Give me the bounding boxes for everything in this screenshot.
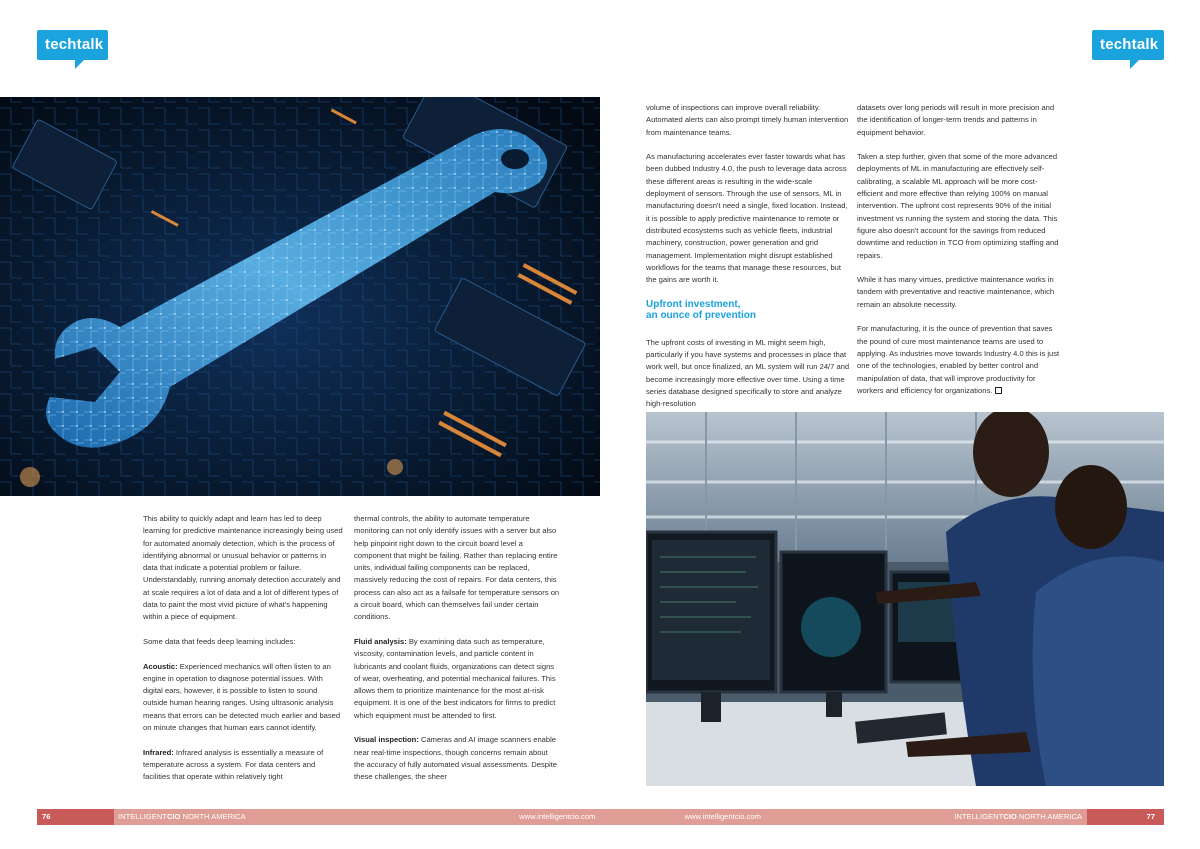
publication-name-left: INTELLIGENTCIO NORTH AMERICA [118,812,246,821]
paragraph-text: For manufacturing, it is the ounce of prevention that saves the pound of cure most maintenance teams are used to applying. As industries move towards Industry 4.0 this is just one of the technologies, enabled by better control and manipulation of data, that will improve productivity for workers and efficiency for organizations. [857,324,1060,395]
footer-band-right [600,809,1088,825]
article-column-3 [646,102,850,423]
paragraph: volume of inspections can improve overall reliability. Automated alerts can also prompt timely human intervention from maintenance teams. [646,103,849,137]
footer-band-left [114,809,600,825]
paragraph: thermal controls, the ability to automate temperature monitoring can not only identify issues with a server but also help pinpoint right down to the circuit board level a component that might be failing. Rather than replacing entire units, individual failing components can be replaced, massively reducing the cost of repairs. For data centers, this process can also act as a failsafe for temperature sensors on a circuit board, which can themselves fail under certain conditions. [354,514,560,622]
page-number-left: 76 [37,809,114,825]
techtalk-logo-right: techtalk [1092,30,1164,60]
paragraph-infrared [143,747,343,784]
publication-name-right: INTELLIGENTCIO NORTH AMERICA [954,812,1082,821]
page-footer [37,809,1164,825]
section-heading [646,299,850,321]
paragraph-label: Acoustic: [143,661,178,671]
engineers-at-monitors-image [646,412,1164,786]
paragraph: Taken a step further, given that some of the more advanced deployments of ML in manufacturing are effectively self-calibrating, a scalable ML approach will be more cost-efficient and more effective than relying 100% on manual intervention. The upfront cost represents 90% of the initial investment vs running the system and storing the data. This figure also doesn't account for the savings from reduced downtime and reduction in TCO from optimizing staffing and repairs. [857,152,1059,260]
paragraph-fluid-analysis [354,636,560,722]
paragraph-label: Infrared: [143,747,174,757]
paragraph: datasets over long periods will result in more precision and the identification of longer-term trends and patterns in equipment behavior. [857,103,1055,137]
paragraph-text: Cameras and AI image scanners enable near real-time inspections, though concerns remain about the accuracy of fully automated visual assessments. Despite these challenges, the sheer [354,735,558,782]
website-url-right[interactable]: www.intelligentcio.com [684,812,761,821]
article-column-4 [857,102,1061,409]
paragraph-text: Infrared analysis is essentially a measure of temperature across a system. For data centers and facilities that operate within relatively tight [143,747,324,782]
paragraph: As manufacturing accelerates ever faster towards what has been dubbed Industry 4.0, the push to leverage data across these different areas is resulting in the wide-scale deployment of sensors. Through the use of sensors, ML in manufacturing doesn't need a single, fixed location. Instead, it is possible to apply predictive maintenance to remote or distributed ecosystems such as vehicle fleets, industrial machinery, construction, power generation and grid management. Implementation might disrupt established workflows for the teams that manage these resources, but the gains are worth it. [646,152,848,285]
paragraph-label: Visual inspection: [354,735,419,745]
circuit-board-wrench-image [0,97,600,496]
article-column-1 [143,513,343,796]
website-url-left[interactable]: www.intelligentcio.com [519,812,596,821]
page-number-right: 77 [1087,809,1164,825]
end-of-article-icon [995,387,1002,394]
paragraph: This ability to quickly adapt and learn has led to deep learning for predictive maintenance increasingly being used for automated anomaly detection, which is the process of identifying abnormal or unusual behavior or patterns in data that indicate a potential problem or failure. Understandably, running anomaly detection accurately and at scale requires a lot of data and a lot of different types of data to paint the most vivid picture of what's happening within a piece of equipment. [143,514,343,622]
paragraph: Some data that feeds deep learning includes: [143,636,296,646]
paragraph: The upfront costs of investing in ML might seem high, particularly if you have systems and processes in place that work well, but once finalized, an ML system will run 24/7 and become increasingly more effective over time. Using a time series database designed specifically to store and analyze high-resolution [646,337,850,409]
paragraph-acoustic [143,661,343,735]
section-heading-line1: Upfront investment, [646,298,741,310]
paragraph-text: Experienced mechanics will often listen to an engine in operation to diagnose potential issues. With digital ears, however, it is possible to listen to sound outside human hearing ranges. Using ultrasonic analysis means that errors can be detected much earlier and based on minute changes that human ears cannot identify. [143,661,341,733]
paragraph-label: Fluid analysis: [354,636,407,646]
paragraph-final [857,323,1061,397]
article-column-2 [354,513,560,796]
paragraph: While it has many virtues, predictive maintenance works in tandem with preventative and reactive maintenance, which remain an absolute necessity. [857,275,1055,309]
section-heading-line2: an ounce of prevention [646,309,757,321]
paragraph-text: By examining data such as temperature, viscosity, contamination levels, and particle content in lubricants and coolant fluids, organizations can detect signs of wear, overheating, and potential mechanical failures. This allows them to prioritize maintenance for the most at-risk equipment. It is one of the best indicators for firms to predict which equipment must be attended to first. [354,636,556,720]
paragraph-visual-inspection [354,734,560,783]
techtalk-logo-left: techtalk [37,30,108,60]
